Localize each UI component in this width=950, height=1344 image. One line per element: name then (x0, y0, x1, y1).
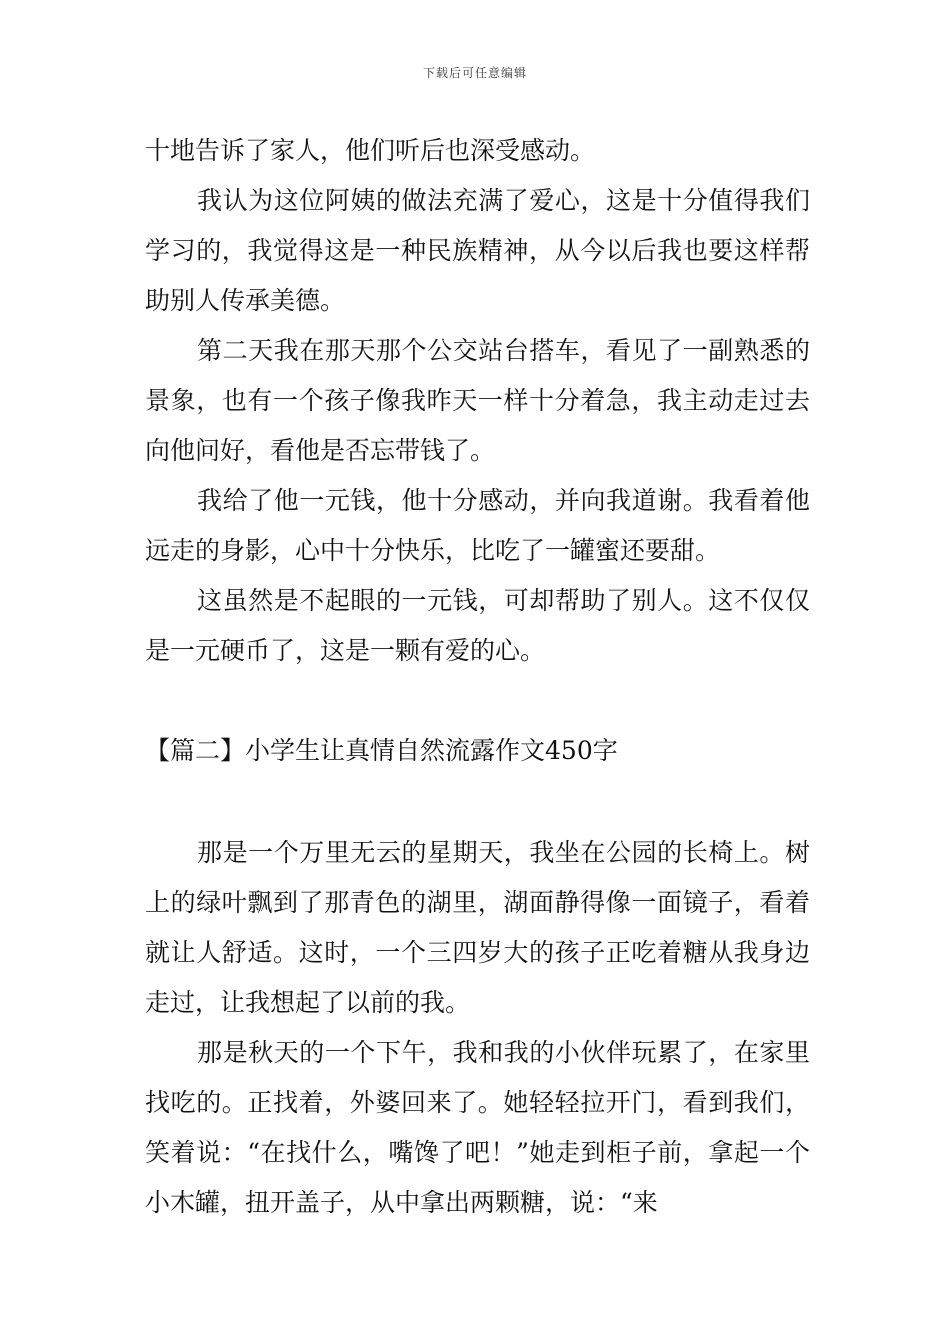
paragraph: 我给了他一元钱，他十分感动，并向我道谢。我看着他远走的身影，心中十分快乐，比吃了一罐蜜还要甜。 (145, 486, 810, 565)
paragraph: 这虽然是不起眼的一元钱，可却帮助了别人。这不仅仅是一元硬币了，这是一颗有爱的心。 (145, 586, 810, 665)
article-body (145, 126, 810, 1228)
header-note: 下载后可任意编辑 (422, 66, 527, 80)
section-title: 【篇二】小学生让真情自然流露作文450字 (145, 736, 618, 765)
paragraph: 那是秋天的一个下午，我和我的小伙伴玩累了，在家里找吃的。正找着，外婆回来了。她轻轻拉开门，看到我们，笑着说：“在找什么，嘴馋了吧！”她走到柜子前，拿起一个小木罐，扭开盖子，从中拿出两颗糖，说：“来 (145, 1038, 810, 1217)
paragraph: 那是一个万里无云的星期天，我坐在公园的长椅上。树上的绿叶飘到了那青色的湖里，湖面静得像一面镜子，看着就让人舒适。这时，一个三四岁大的孩子正吃着糖从我身边走过，让我想起了以前的我。 (145, 838, 810, 1017)
paragraph: 我认为这位阿姨的做法充满了爱心，这是十分值得我们学习的，我觉得这是一种民族精神，从今以后我也要这样帮助别人传承美德。 (145, 186, 810, 315)
spacer (145, 676, 810, 726)
paragraph: 第二天我在那天那个公交站台搭车，看见了一副熟悉的景象，也有一个孩子像我昨天一样十分着急，我主动走过去向他问好，看他是否忘带钱了。 (145, 336, 810, 465)
spacer (145, 776, 810, 828)
paragraph-continued: 十地告诉了家人，他们听后也深受感动。 (145, 136, 596, 165)
